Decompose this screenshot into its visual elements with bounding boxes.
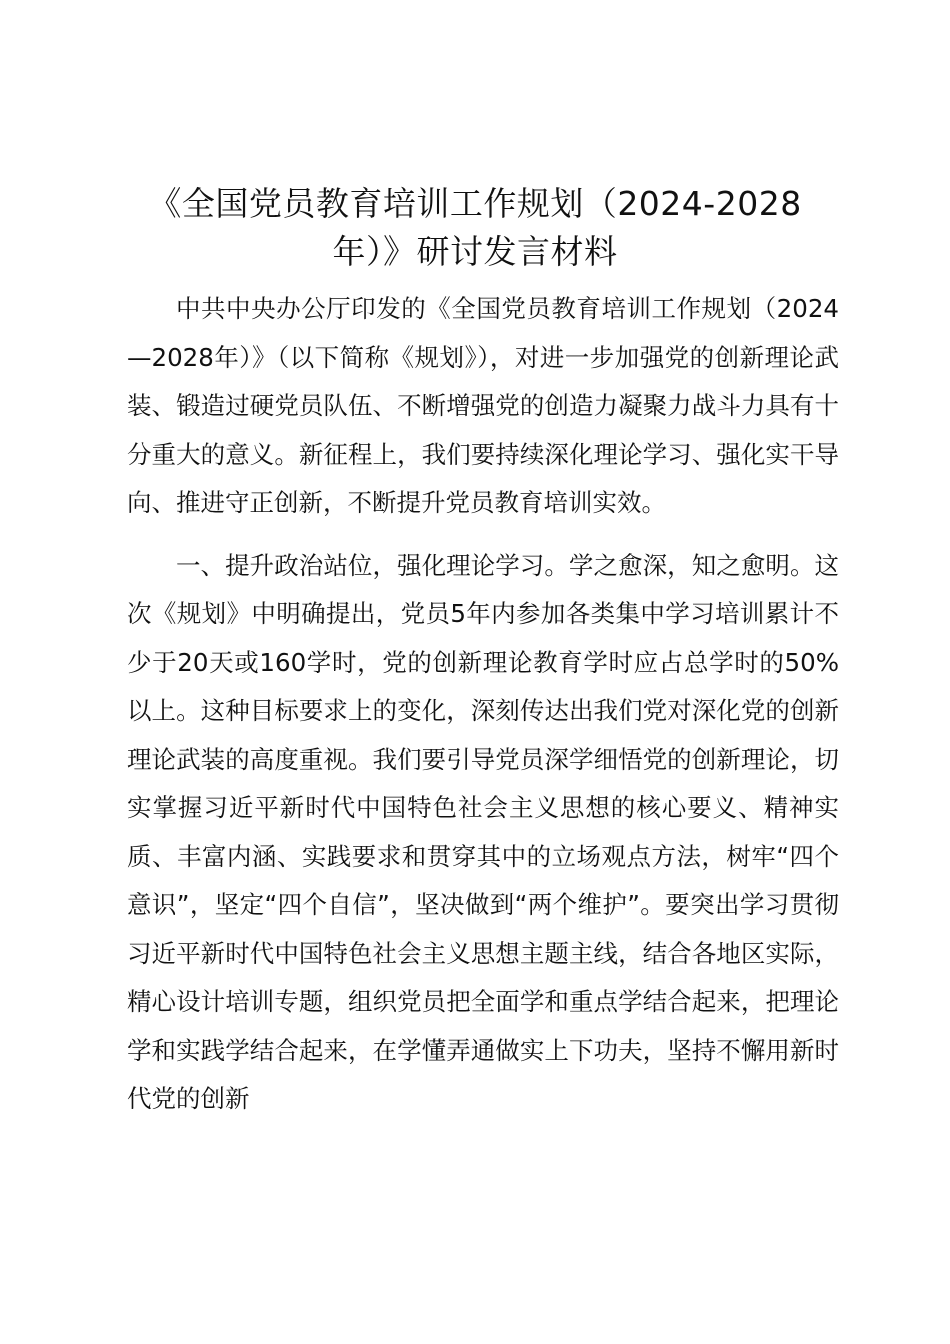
document-title: 《全国党员教育培训工作规划（2024-2028年）》研讨发言材料: [148, 184, 802, 271]
intro-paragraph: 中共中央办公厅印发的《全国党员教育培训工作规划（2024—2028年）》（以下简称《规划》），对进一步加强党的创新理论武装、锻造过硬党员队伍、不断增强党的创造力凝聚力战斗力具有十分重大的意义。新征程上，我们要持续深化理论学习、强化实干导向、推进守正创新，不断提升党员教育培训实效。: [127, 294, 839, 517]
document-body: [127, 285, 839, 1124]
section-one-paragraph: 一、提升政治站位，强化理论学习。学之愈深，知之愈明。这次《规划》中明确提出，党员5年内参加各类集中学习培训累计不少于20天或160学时，党的创新理论教育学时应占总学时的50%以上。这种目标要求上的变化，深刻传达出我们党对深化党的创新理论武装的高度重视。我们要引导党员深学细悟党的创新理论，切实掌握习近平新时代中国特色社会主义思想的核心要义、精神实质、丰富内涵、实践要求和贯穿其中的立场观点方法，树牢“四个意识”，坚定“四个自信”，坚决做到“两个维护”。要突出学习贯彻习近平新时代中国特色社会主义思想主题主线，结合各地区实际，精心设计培训专题，组织党员把全面学和重点学结合起来，把理论学和实践学结合起来，在学懂弄通做实上下功夫，坚持不懈用新时代党的创新: [127, 550, 839, 1113]
